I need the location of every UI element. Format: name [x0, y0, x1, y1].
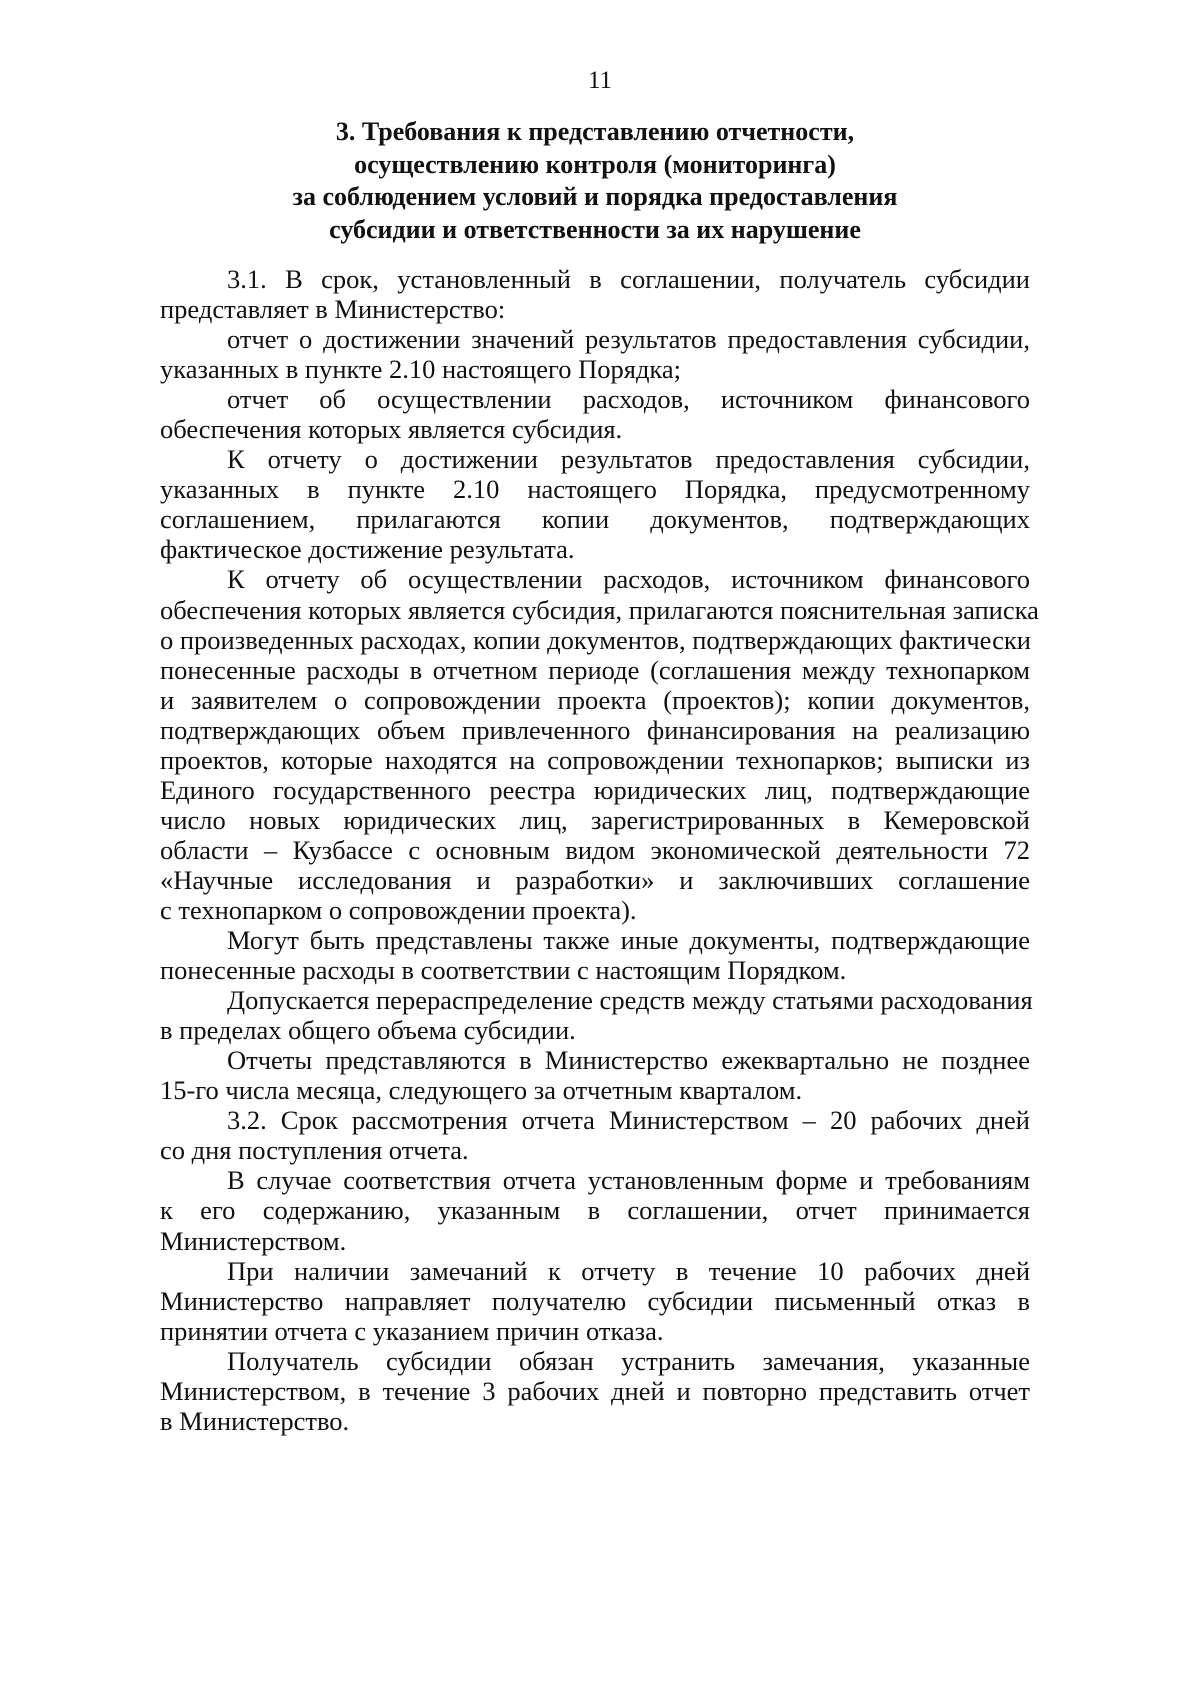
paragraph-line: В случае соответствия отчета установленным форме и требованиям	[227, 1165, 1030, 1196]
heading-line: за соблюдением условий и порядка предоставления	[292, 182, 898, 211]
document-body	[160, 264, 1039, 1436]
paragraph-line: число новых юридических лиц, зарегистрированных в Кемеровской	[160, 804, 1030, 835]
paragraph-line: указанных в пункте 2.10 настоящего Порядка, предусмотренному	[160, 474, 1030, 505]
heading-line: субсидии и ответственности за их нарушение	[329, 214, 861, 244]
paragraph-line: «Научные исследования и разработки» и заключивших соглашение	[160, 864, 1030, 895]
paragraph-line: обеспечения которых является субсидия, прилагаются пояснительная записка	[160, 594, 1039, 625]
paragraph-line: Получатель субсидии обязан устранить замечания, указанные	[227, 1345, 1030, 1376]
paragraph-line: и заявителем о сопровождении проекта (проектов); копии документов,	[160, 684, 1030, 715]
paragraph	[160, 1346, 1030, 1436]
paragraph-line: соглашением, прилагаются копии документов, подтверждающих	[160, 504, 1030, 535]
paragraph	[160, 564, 1039, 925]
paragraph	[160, 324, 1030, 384]
page-number: 11	[587, 67, 613, 94]
paragraph-line: При наличии замечаний к отчету в течение 10 рабочих дней	[227, 1255, 1030, 1286]
paragraph-line: с технопарком о сопровождении проекта).	[160, 894, 637, 925]
paragraph-line: 3.1. В срок, установленный в соглашении, получатель субсидии	[227, 264, 1030, 294]
paragraph-line: проектов, которые находятся на сопровождении технопарков; выписки из	[160, 744, 1030, 775]
paragraph-line: Могут быть представлены также иные документы, подтверждающие	[227, 925, 1030, 956]
paragraph-line: обеспечения которых является субсидия.	[160, 414, 623, 445]
paragraph-line: К отчету об осуществлении расходов, источником финансового	[227, 564, 1030, 595]
paragraph-line: Допускается перераспределение средств между статьями расходования	[227, 985, 1033, 1016]
paragraph-line: отчет об осуществлении расходов, источником финансового	[227, 384, 1030, 415]
paragraph	[160, 384, 1030, 444]
paragraph-line: понесенные расходы в соответствии с настоящим Порядком.	[160, 955, 847, 986]
paragraph	[160, 1256, 1030, 1346]
paragraph-line: представляет в Министерство:	[160, 294, 506, 325]
paragraph-line: фактическое достижение результата.	[160, 534, 575, 565]
paragraph-line: 3.2. Срок рассмотрения отчета Министерством – 20 рабочих дней	[227, 1105, 1030, 1136]
paragraph-line: в пределах общего объема субсидии.	[160, 1015, 576, 1046]
paragraph	[160, 1165, 1030, 1255]
paragraph-line: К отчету о достижении результатов предоставления субсидии,	[227, 444, 1030, 475]
heading-line: осуществлению контроля (мониторинга)	[354, 149, 836, 179]
paragraph-line: отчет о достижении значений результатов предоставления субсидии,	[227, 324, 1030, 355]
paragraph	[160, 1045, 1030, 1105]
paragraph-line: указанных в пункте 2.10 настоящего Порядка;	[160, 354, 682, 385]
paragraph	[160, 985, 1033, 1046]
paragraph-line: со дня поступления отчета.	[160, 1135, 469, 1166]
paragraph-line: области – Кузбассе с основным видом экономической деятельности 72	[160, 834, 1030, 865]
paragraph-line: 15-го числа месяца, следующего за отчетным кварталом.	[160, 1075, 803, 1106]
paragraph	[160, 925, 1030, 985]
paragraph-line: принятии отчета с указанием причин отказа.	[160, 1315, 664, 1346]
paragraph-line: Министерством, в течение 3 рабочих дней и повторно представить отчет	[160, 1375, 1030, 1406]
paragraph	[160, 444, 1030, 564]
paragraph-line: Отчеты представляются в Министерство ежеквартально не позднее	[227, 1045, 1030, 1076]
paragraph-line: о произведенных расходах, копии документов, подтверждающих фактически	[160, 624, 1031, 655]
paragraph-line: понесенные расходы в отчетном периоде (соглашения между технопарком	[160, 654, 1030, 685]
paragraph	[160, 1105, 1030, 1165]
heading-line: 3. Требования к представлению отчетности,	[335, 117, 855, 146]
section-heading	[160, 116, 1030, 246]
paragraph-line: в Министерство.	[160, 1405, 350, 1436]
paragraph-line: Министерством.	[160, 1225, 347, 1256]
paragraph-line: к его содержанию, указанным в соглашении, отчет принимается	[160, 1195, 1030, 1226]
paragraph-line: Единого государственного реестра юридических лиц, подтверждающие	[160, 774, 1030, 805]
paragraph-line: Министерство направляет получателю субсидии письменный отказ в	[160, 1285, 1030, 1316]
paragraph	[160, 264, 1030, 324]
paragraph-line: подтверждающих объем привлеченного финансирования на реализацию	[160, 714, 1030, 745]
